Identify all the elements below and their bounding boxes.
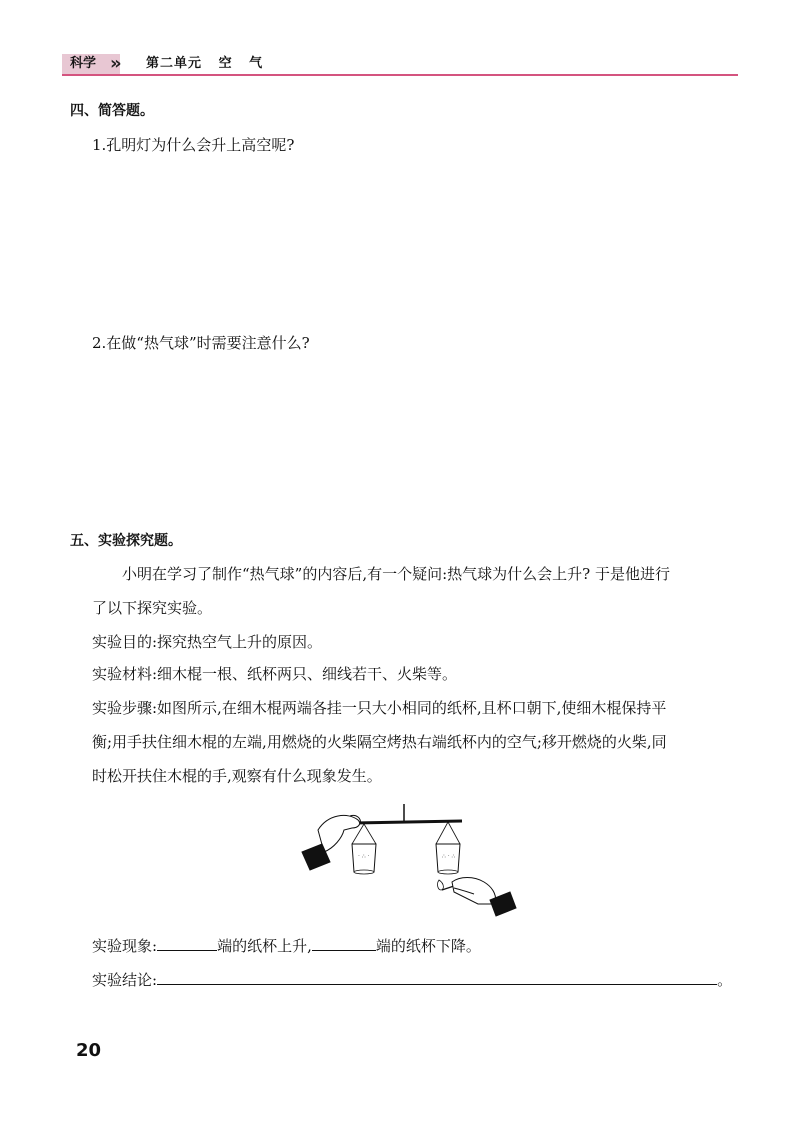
phenomenon-rise-text: 端的纸杯上升, [217, 937, 312, 955]
wooden-stick [354, 821, 462, 823]
question-1: 1.孔明灯为什么会升上高空呢? [92, 136, 295, 154]
steps-line-3: 时松开扶住木棍的手,观察有什么现象发生。 [92, 767, 382, 785]
unit-title: 第二单元 空 气 [146, 56, 264, 71]
left-hand [302, 815, 360, 870]
phenomenon-blank-2[interactable] [312, 936, 376, 951]
experiment-figure [298, 800, 520, 918]
phenomenon-line [92, 935, 481, 956]
page-header [62, 54, 738, 78]
right-hand [452, 878, 516, 917]
conclusion-blank[interactable] [157, 970, 717, 985]
match-flame [438, 880, 454, 890]
steps-line-2: 衡;用手扶住细木棍的左端,用燃烧的火柴隔空烤热右端纸杯内的空气;移开燃烧的火柴,同 [92, 733, 667, 751]
phenomenon-label: 实验现象: [92, 937, 158, 955]
experiment-materials: 实验材料:细木棍一根、纸杯两只、细线若干、火柴等。 [92, 665, 458, 683]
phenomenon-blank-1[interactable] [157, 936, 217, 951]
steps-line-1: 实验步骤:如图所示,在细木棍两端各挂一只大小相同的纸杯,且杯口朝下,使细木棍保持平 [92, 699, 667, 717]
subject-label: 科学 [70, 56, 97, 71]
phenomenon-fall-text: 端的纸杯下降。 [375, 937, 481, 955]
double-chevron-icon: » [110, 53, 122, 74]
conclusion-period: 。 [717, 971, 733, 989]
question-2: 2.在做“热气球”时需要注意什么? [92, 334, 310, 352]
page-number: 20 [76, 1040, 102, 1061]
intro-line-2: 了以下探究实验。 [92, 599, 213, 617]
section-4-title: 四、简答题。 [70, 103, 154, 119]
intro-line-1: 小明在学习了制作“热气球”的内容后,有一个疑问:热气球为什么会上升? 于是他进行 [122, 565, 670, 583]
experiment-purpose: 实验目的:探究热空气上升的原因。 [92, 633, 323, 651]
conclusion-line [92, 969, 732, 990]
header-divider [62, 74, 738, 76]
svg-text:∴ · ∴: ∴ · ∴ [442, 853, 456, 860]
svg-text:· ∴ ·: · ∴ · [358, 853, 370, 860]
section-5-title: 五、实验探究题。 [70, 533, 182, 549]
conclusion-label: 实验结论: [92, 971, 158, 989]
